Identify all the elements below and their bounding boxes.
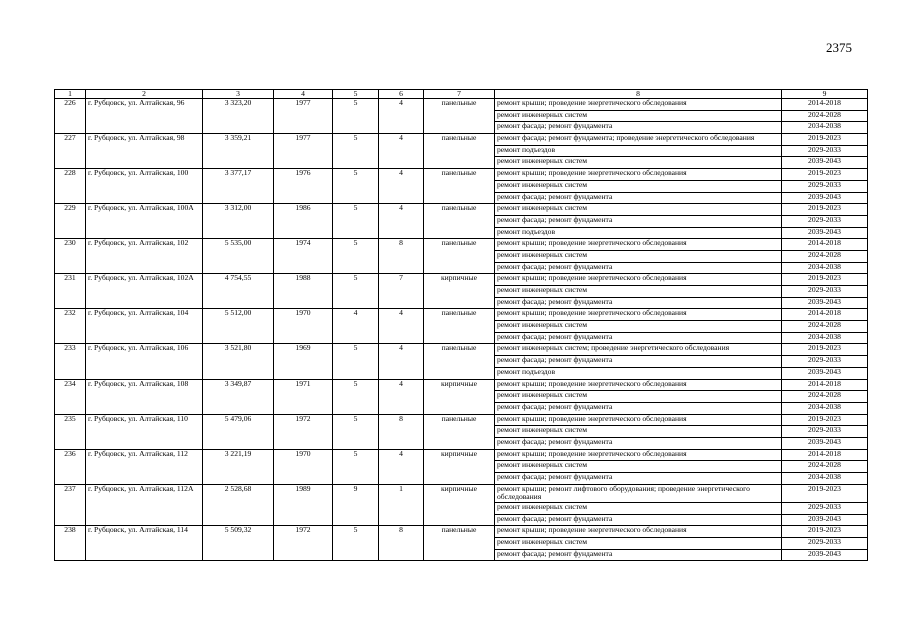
wall-material: панельные	[424, 239, 495, 274]
floor-count: 5	[333, 99, 379, 134]
building-address: г. Рубцовск, ул. Алтайская, 100А	[86, 204, 203, 239]
entrance-count: 4	[379, 169, 424, 204]
repair-period: 2039-2043	[782, 437, 868, 449]
repair-work: ремонт фасада; ремонт фундамента	[495, 514, 782, 526]
repair-work: ремонт крыши; проведение энергетического обследования	[495, 379, 782, 391]
wall-material: панельные	[424, 99, 495, 134]
repair-work: ремонт фасада; ремонт фундамента	[495, 332, 782, 344]
repair-work: ремонт инженерных систем	[495, 321, 782, 333]
building-address: г. Рубцовск, ул. Алтайская, 112А	[86, 484, 203, 526]
repair-period: 2039-2043	[782, 549, 868, 561]
floor-count: 5	[333, 379, 379, 414]
repair-period: 2039-2043	[782, 192, 868, 204]
building-address: г. Рубцовск, ул. Алтайская, 114	[86, 526, 203, 561]
wall-material: панельные	[424, 204, 495, 239]
building-address: г. Рубцовск, ул. Алтайская, 112	[86, 449, 203, 484]
column-number: 6	[379, 90, 424, 99]
construction-year: 1970	[274, 449, 333, 484]
repair-period: 2024-2028	[782, 250, 868, 262]
repair-work: ремонт фасада; ремонт фундамента	[495, 297, 782, 309]
entrance-count: 4	[379, 344, 424, 379]
wall-material: кирпичные	[424, 274, 495, 309]
repair-period: 2034-2038	[782, 402, 868, 414]
table-body	[55, 90, 868, 561]
repair-period: 2034-2038	[782, 122, 868, 134]
repair-period: 2019-2023	[782, 169, 868, 181]
repair-period: 2039-2043	[782, 157, 868, 169]
repair-period: 2019-2023	[782, 526, 868, 538]
repair-period: 2014-2018	[782, 309, 868, 321]
wall-material: панельные	[424, 344, 495, 379]
table-row	[55, 309, 868, 321]
repair-work: ремонт подъездов	[495, 367, 782, 379]
repair-period: 2014-2018	[782, 239, 868, 251]
building-area: 3 359,21	[203, 134, 274, 169]
repair-work: ремонт инженерных систем	[495, 286, 782, 298]
record-number: 237	[55, 484, 86, 526]
wall-material: кирпичные	[424, 449, 495, 484]
repair-period: 2019-2023	[782, 484, 868, 502]
repair-period: 2034-2038	[782, 473, 868, 485]
record-number: 226	[55, 99, 86, 134]
table-row	[55, 99, 868, 111]
floor-count: 5	[333, 449, 379, 484]
table-row	[55, 274, 868, 286]
building-address: г. Рубцовск, ул. Алтайская, 110	[86, 414, 203, 449]
repair-period: 2024-2028	[782, 461, 868, 473]
floor-count: 5	[333, 414, 379, 449]
record-number: 236	[55, 449, 86, 484]
building-area: 5 509,32	[203, 526, 274, 561]
entrance-count: 8	[379, 526, 424, 561]
floor-count: 5	[333, 344, 379, 379]
wall-material: панельные	[424, 309, 495, 344]
building-address: г. Рубцовск, ул. Алтайская, 108	[86, 379, 203, 414]
repair-period: 2019-2023	[782, 344, 868, 356]
wall-material: панельные	[424, 169, 495, 204]
repair-work: ремонт фасада; ремонт фундамента	[495, 549, 782, 561]
building-area: 5 479,06	[203, 414, 274, 449]
floor-count: 4	[333, 309, 379, 344]
building-area: 5 512,00	[203, 309, 274, 344]
table-row	[55, 449, 868, 461]
repair-work: ремонт крыши; проведение энергетического обследования	[495, 414, 782, 426]
repair-period: 2034-2038	[782, 262, 868, 274]
repair-work: ремонт инженерных систем	[495, 537, 782, 549]
column-number: 3	[203, 90, 274, 99]
repair-work: ремонт крыши; проведение энергетического обследования	[495, 526, 782, 538]
repair-period: 2029-2033	[782, 286, 868, 298]
floor-count: 5	[333, 134, 379, 169]
table-row	[55, 526, 868, 538]
repair-period: 2029-2033	[782, 356, 868, 368]
building-address: г. Рубцовск, ул. Алтайская, 100	[86, 169, 203, 204]
repair-work: ремонт подъездов	[495, 227, 782, 239]
column-number: 9	[782, 90, 868, 99]
repair-work: ремонт фасада; ремонт фундамента	[495, 356, 782, 368]
table-row	[55, 379, 868, 391]
record-number: 238	[55, 526, 86, 561]
entrance-count: 4	[379, 204, 424, 239]
repair-work: ремонт крыши; проведение энергетического обследования	[495, 169, 782, 181]
building-address: г. Рубцовск, ул. Алтайская, 104	[86, 309, 203, 344]
construction-year: 1969	[274, 344, 333, 379]
repair-work: ремонт крыши; проведение энергетического обследования	[495, 309, 782, 321]
floor-count: 5	[333, 204, 379, 239]
table-row	[55, 239, 868, 251]
building-area: 4 754,55	[203, 274, 274, 309]
wall-material: кирпичные	[424, 484, 495, 526]
entrance-count: 7	[379, 274, 424, 309]
repair-period: 2029-2033	[782, 145, 868, 157]
building-area: 3 312,00	[203, 204, 274, 239]
construction-year: 1989	[274, 484, 333, 526]
table-row	[55, 344, 868, 356]
repair-period: 2014-2018	[782, 379, 868, 391]
building-area: 2 528,68	[203, 484, 274, 526]
floor-count: 5	[333, 239, 379, 274]
construction-year: 1970	[274, 309, 333, 344]
entrance-count: 4	[379, 99, 424, 134]
building-address: г. Рубцовск, ул. Алтайская, 102А	[86, 274, 203, 309]
repair-period: 2024-2028	[782, 321, 868, 333]
repair-period: 2034-2038	[782, 332, 868, 344]
repair-work: ремонт крыши; ремонт лифтового оборудования; проведение энергетического обследования	[495, 484, 782, 502]
repair-work: ремонт крыши; проведение энергетического обследования	[495, 274, 782, 286]
table-row	[55, 484, 868, 502]
record-number: 230	[55, 239, 86, 274]
construction-year: 1977	[274, 134, 333, 169]
housing-register-table	[54, 89, 868, 561]
column-number: 7	[424, 90, 495, 99]
table-row	[55, 204, 868, 216]
floor-count: 5	[333, 169, 379, 204]
repair-work: ремонт крыши; проведение энергетического обследования	[495, 239, 782, 251]
construction-year: 1971	[274, 379, 333, 414]
building-area: 5 535,00	[203, 239, 274, 274]
column-number: 1	[55, 90, 86, 99]
repair-period: 2024-2028	[782, 110, 868, 122]
construction-year: 1972	[274, 414, 333, 449]
construction-year: 1972	[274, 526, 333, 561]
floor-count: 5	[333, 526, 379, 561]
repair-work: ремонт инженерных систем	[495, 391, 782, 403]
repair-period: 2019-2023	[782, 204, 868, 216]
repair-period: 2039-2043	[782, 227, 868, 239]
repair-period: 2014-2018	[782, 99, 868, 111]
repair-work: ремонт инженерных систем	[495, 426, 782, 438]
repair-work: ремонт фасада; ремонт фундамента	[495, 262, 782, 274]
repair-period: 2019-2023	[782, 414, 868, 426]
wall-material: панельные	[424, 526, 495, 561]
repair-period: 2039-2043	[782, 367, 868, 379]
repair-work: ремонт фасада; ремонт фундамента	[495, 402, 782, 414]
repair-work: ремонт инженерных систем; проведение энергетического обследования	[495, 344, 782, 356]
repair-work: ремонт инженерных систем	[495, 110, 782, 122]
construction-year: 1986	[274, 204, 333, 239]
column-number: 5	[333, 90, 379, 99]
repair-period: 2039-2043	[782, 297, 868, 309]
construction-year: 1974	[274, 239, 333, 274]
repair-period: 2019-2023	[782, 274, 868, 286]
building-address: г. Рубцовск, ул. Алтайская, 96	[86, 99, 203, 134]
repair-work: ремонт фасада; ремонт фундамента	[495, 473, 782, 485]
entrance-count: 4	[379, 134, 424, 169]
repair-period: 2029-2033	[782, 502, 868, 514]
record-number: 227	[55, 134, 86, 169]
building-area: 3 377,17	[203, 169, 274, 204]
record-number: 233	[55, 344, 86, 379]
record-number: 228	[55, 169, 86, 204]
repair-period: 2029-2033	[782, 537, 868, 549]
construction-year: 1988	[274, 274, 333, 309]
column-number: 4	[274, 90, 333, 99]
record-number: 232	[55, 309, 86, 344]
entrance-count: 1	[379, 484, 424, 526]
building-area: 3 349,87	[203, 379, 274, 414]
column-number: 2	[86, 90, 203, 99]
repair-period: 2029-2033	[782, 180, 868, 192]
building-area: 3 521,80	[203, 344, 274, 379]
repair-work: ремонт крыши; проведение энергетического обследования	[495, 99, 782, 111]
repair-period: 2014-2018	[782, 449, 868, 461]
floor-count: 9	[333, 484, 379, 526]
repair-work: ремонт инженерных систем	[495, 250, 782, 262]
repair-period: 2019-2023	[782, 134, 868, 146]
repair-period: 2024-2028	[782, 391, 868, 403]
construction-year: 1977	[274, 99, 333, 134]
record-number: 231	[55, 274, 86, 309]
entrance-count: 4	[379, 309, 424, 344]
construction-year: 1976	[274, 169, 333, 204]
repair-work: ремонт инженерных систем	[495, 180, 782, 192]
repair-work: ремонт фасада; ремонт фундамента; проведение энергетического обследования	[495, 134, 782, 146]
building-area: 3 221,19	[203, 449, 274, 484]
entrance-count: 8	[379, 239, 424, 274]
table-row	[55, 414, 868, 426]
wall-material: панельные	[424, 134, 495, 169]
entrance-count: 8	[379, 414, 424, 449]
repair-work: ремонт инженерных систем	[495, 204, 782, 216]
building-address: г. Рубцовск, ул. Алтайская, 98	[86, 134, 203, 169]
table-row	[55, 169, 868, 181]
repair-work: ремонт фасада; ремонт фундамента	[495, 215, 782, 227]
repair-work: ремонт крыши; проведение энергетического обследования	[495, 449, 782, 461]
wall-material: панельные	[424, 414, 495, 449]
record-number: 229	[55, 204, 86, 239]
repair-work: ремонт фасада; ремонт фундамента	[495, 192, 782, 204]
repair-period: 2029-2033	[782, 426, 868, 438]
repair-work: ремонт подъездов	[495, 145, 782, 157]
repair-period: 2039-2043	[782, 514, 868, 526]
repair-work: ремонт инженерных систем	[495, 461, 782, 473]
record-number: 235	[55, 414, 86, 449]
entrance-count: 4	[379, 379, 424, 414]
page-number: 2375	[826, 40, 852, 55]
building-address: г. Рубцовск, ул. Алтайская, 102	[86, 239, 203, 274]
floor-count: 5	[333, 274, 379, 309]
column-number: 8	[495, 90, 782, 99]
repair-work: ремонт инженерных систем	[495, 502, 782, 514]
building-address: г. Рубцовск, ул. Алтайская, 106	[86, 344, 203, 379]
record-number: 234	[55, 379, 86, 414]
wall-material: кирпичные	[424, 379, 495, 414]
column-number-row	[55, 90, 868, 99]
table-row	[55, 134, 868, 146]
entrance-count: 4	[379, 449, 424, 484]
repair-work: ремонт фасада; ремонт фундамента	[495, 122, 782, 134]
repair-work: ремонт фасада; ремонт фундамента	[495, 437, 782, 449]
repair-work: ремонт инженерных систем	[495, 157, 782, 169]
repair-period: 2029-2033	[782, 215, 868, 227]
building-area: 3 323,20	[203, 99, 274, 134]
